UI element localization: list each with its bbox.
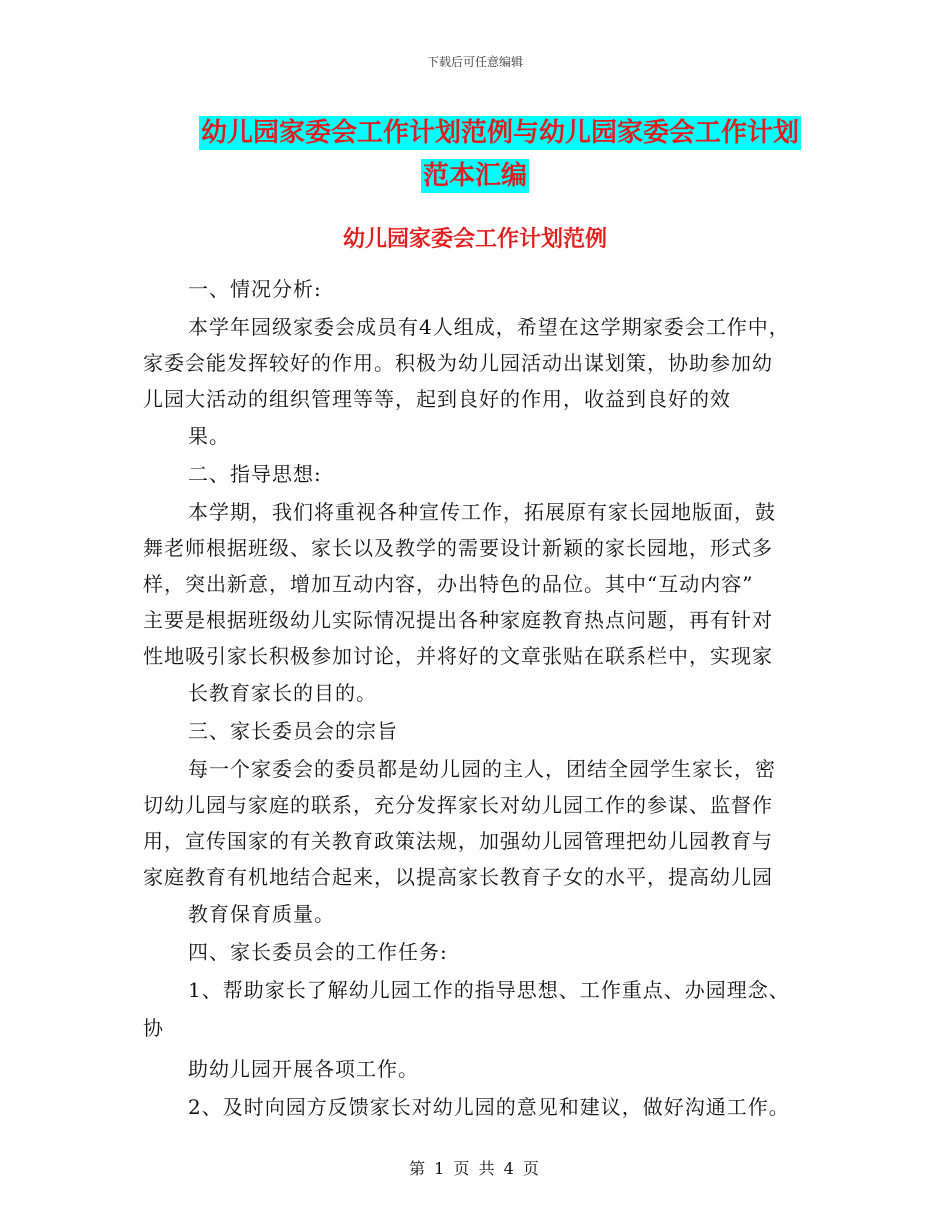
main-title-line-1 <box>0 112 950 149</box>
paragraph-line: 样，突出新意，增加互动内容，办出特色的品位。其中“互动内容” <box>143 572 754 596</box>
paragraph-line: 舞老师根据班级、家长以及教学的需要设计新颖的家长园地，形式多 <box>143 536 773 560</box>
main-title-line-2 <box>0 155 950 192</box>
paragraph-line: 性地吸引家长积极参加讨论，并将好的文章张贴在联系栏中，实现家 <box>143 644 773 668</box>
paragraph-line: 长教育家长的目的。 <box>188 681 377 705</box>
main-title-text-1: 幼儿园家委会工作计划范例与幼儿园家委会工作计划 <box>200 118 799 148</box>
heading-tasks: 四、家长委员会的工作任务: <box>188 940 448 964</box>
paragraph-line: 教育保育质量。 <box>188 902 335 926</box>
paragraph-line: 每一个家委会的委员都是幼儿园的主人，团结全园学生家长，密 <box>188 757 776 781</box>
paragraph-line: 用，宣传国家的有关教育政策法规，加强幼儿园管理把幼儿园教育与 <box>143 829 773 853</box>
section-title: 幼儿园家委会工作计划范例 <box>342 227 607 252</box>
paragraph-line: 助幼儿园开展各项工作。 <box>188 1057 419 1081</box>
paragraph-line: 儿园大活动的组织管理等等，起到良好的作用，收益到良好的效 <box>143 387 731 411</box>
heading-situation: 一、情况分析: <box>188 277 322 301</box>
paragraph-line: 果。 <box>188 424 230 448</box>
heading-guidance: 二、指导思想: <box>188 462 322 486</box>
paragraph-line: 主要是根据班级幼儿实际情况提出各种家庭教育热点问题，再有针对 <box>143 608 773 632</box>
paragraph-line: 本学年园级家委会成员有4人组成，希望在这学期家委会工作中， <box>188 315 790 339</box>
paragraph-line: 家庭教育有机地结合起来，以提高家长教育子女的水平，提高幼儿园 <box>143 865 773 889</box>
paragraph-line: 2、及时向园方反馈家长对幼儿园的意见和建议，做好沟通工作。 <box>188 1095 790 1119</box>
paragraph-line: 本学期，我们将重视各种宣传工作，拓展原有家长园地版面，鼓 <box>188 500 776 524</box>
paragraph-line: 切幼儿园与家庭的联系，充分发挥家长对幼儿园工作的参谋、监督作 <box>143 793 773 817</box>
heading-purpose: 三、家长委员会的宗旨 <box>188 719 398 743</box>
paragraph-line: 1、帮助家长了解幼儿园工作的指导思想、工作重点、办园理念、 <box>188 978 790 1002</box>
header-note: 下载后可任意编辑 <box>426 55 523 69</box>
paragraph-line: 协 <box>143 1016 164 1040</box>
paragraph-line: 家委会能发挥较好的作用。积极为幼儿园活动出谋划策，协助参加幼 <box>143 351 773 375</box>
page-footer: 第 1 页 共 4 页 <box>409 1159 541 1178</box>
main-title-text-2: 范本汇编 <box>422 161 527 191</box>
